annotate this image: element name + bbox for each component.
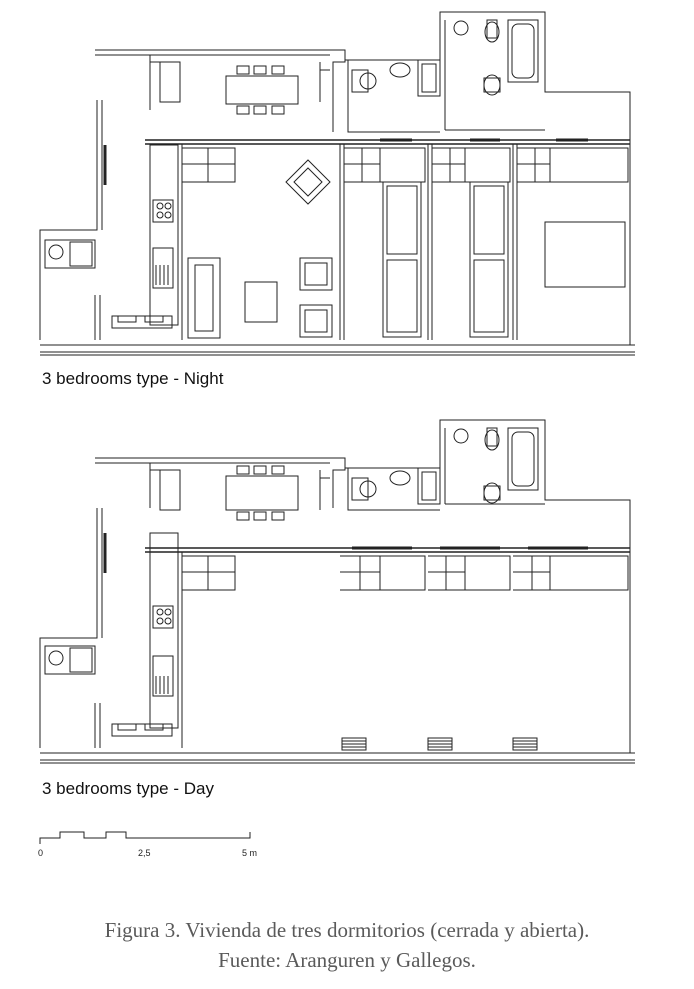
kitchen-counter bbox=[150, 533, 178, 728]
bed-master bbox=[545, 222, 625, 287]
scale-label-5m: 5 m bbox=[242, 848, 258, 858]
floor-plan-day-drawing bbox=[0, 408, 694, 768]
dining-table bbox=[226, 76, 298, 104]
scale-bar-drawing bbox=[30, 826, 290, 862]
scale-bar bbox=[30, 826, 290, 867]
floor-plan-night-drawing bbox=[0, 0, 694, 360]
plan-night bbox=[0, 0, 694, 360]
figure-caption-line2: Fuente: Aranguren y Gallegos. bbox=[218, 948, 476, 972]
plan-day bbox=[0, 408, 694, 768]
outer-wall-left bbox=[40, 100, 97, 340]
facade-line bbox=[40, 753, 635, 763]
sofa bbox=[188, 258, 220, 338]
scale-label-0: 0 bbox=[38, 848, 44, 858]
figure-caption-line1: Figura 3. Vivienda de tres dormitorios (cerrada y abierta). bbox=[104, 918, 590, 942]
armchair bbox=[286, 160, 330, 204]
outer-wall-left bbox=[40, 508, 97, 748]
caption-day: 3 bedrooms type - Day bbox=[42, 779, 214, 798]
caption-night: 3 bedrooms type - Night bbox=[42, 369, 224, 388]
scale-label-2-5: 2,5 bbox=[138, 848, 151, 858]
facade-line bbox=[40, 345, 635, 355]
kitchen-counter bbox=[150, 145, 178, 325]
dining-table bbox=[226, 476, 298, 510]
folded-panels bbox=[342, 738, 537, 750]
